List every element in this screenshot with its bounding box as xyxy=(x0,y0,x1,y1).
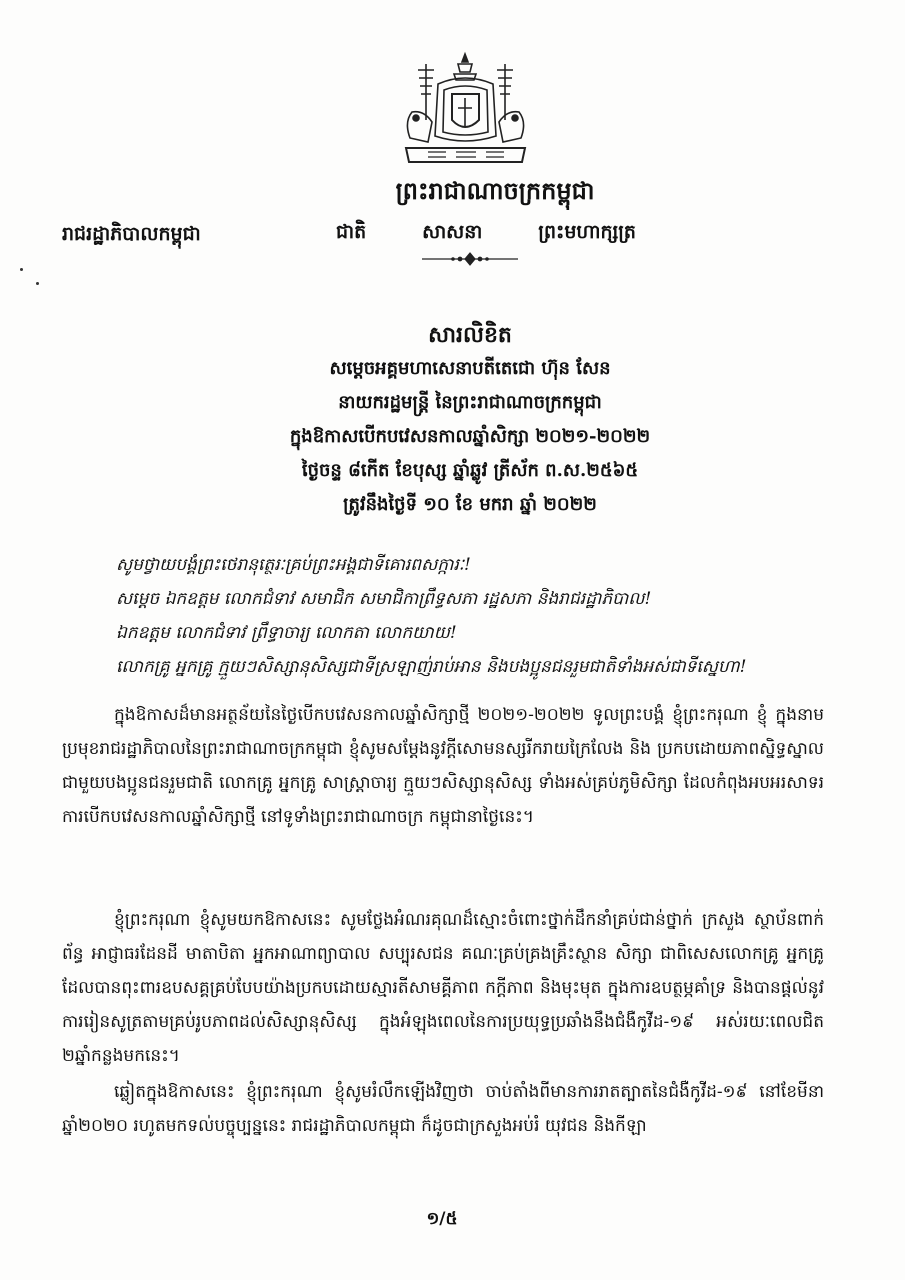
motto-king: ព្រះមហាក្សត្រ xyxy=(538,221,636,243)
motto-religion: សាសនា xyxy=(422,221,483,243)
salutation-line: សម្តេច ឯកឧត្តម លោកជំទាវ សមាជិក សមាជិកាព្រឹទ្ធសភា រដ្ឋសភា និងរាជរដ្ឋាភិបាល! xyxy=(116,589,652,609)
body-paragraph: ខ្ញុំព្រះករុណា ខ្ញុំសូមយកឱកាសនេះ សូមថ្លែងអំណរគុណដ៏ស្មោះចំពោះថ្នាក់ដឹកនាំគ្រប់ជាន់ថ្នាក់ ក្រសួង ស្ថាប័នពាក់ព័ន្ធ អាជ្ញាធរដែនដី មាតាបិតា អ្នកអាណាព្យាបាល សប្បុរសជន គណៈគ្រប់គ្រងគ្រឹះស្ថាន សិក្សា ជាពិសេសលោកគ្រូ អ្នកគ្រូ ដែលបានពុះពារឧបសគ្គគ្រប់បែបយ៉ាងប្រកបដោយស្មារតីសាមគ្គីភាព កក្តីភាព និងមុះមុត ក្នុងការឧបត្ថម្ភគាំទ្រ និងបានផ្តល់នូវការរៀនសូត្រតាមគ្រប់រូបភាពដល់សិស្សានុសិស្ស ក្នុងអំឡុងពេលនៃការប្រយុទ្ធប្រឆាំងនឹងជំងឺកូវីដ-១៩ អស់រយៈពេលជិត ២ឆ្នាំកន្លងមកនេះ។ xyxy=(62,910,824,1066)
national-motto xyxy=(336,220,636,248)
salutations xyxy=(116,548,856,684)
page-number: ១/៥ xyxy=(426,1209,458,1229)
heading-line-solar-date: ត្រូវនឹងថ្ងៃទី ១០ ខែ មករា ឆ្នាំ ២០២២ xyxy=(343,494,597,515)
heading-line-speaker: សម្តេចអគ្គមហាសេនាបតីតេជោ ហ៊ុន សែន xyxy=(329,358,611,379)
heading-line-occasion: ក្នុងឱកាសបើកបវេសនកាលឆ្នាំសិក្សា ២០២១-២០២២ xyxy=(289,426,651,447)
body-paragraph: ឆ្លៀតក្នុងឱកាសនេះ ខ្ញុំព្រះករុណា ខ្ញុំសូមរំលឹកឡើងវិញថា ចាប់តាំងពីមានការរាតត្បាតនៃជំងឺកូវីដ-១៩ នៅខែមីនា ឆ្នាំ២០២០ រហូតមកទល់បច្ចុប្បន្ននេះ រាជរដ្ឋាភិបាលកម្ពុជា ក៏ដូចជាក្រសួងអប់រំ យុវជន និងកីឡា xyxy=(62,1082,824,1136)
motto-nation: ជាតិ xyxy=(336,221,367,243)
salutation-line: លោកគ្រូ អ្នកគ្រូ ក្មួយៗសិស្សានុសិស្សជាទីស្រឡាញ់រាប់អាន និងបងប្អូនជនរួមជាតិទាំងអស់ជាទីស្នេហា! xyxy=(116,657,747,677)
scan-speck xyxy=(36,282,39,285)
document-heading xyxy=(120,318,820,522)
heading-line-lunar-date: ថ្ងៃចន្ទ ៨កើត ខែបុស្ស ឆ្នាំឆ្លូវ ត្រីស័ក ព.ស.២៥៦៥ xyxy=(301,460,639,481)
government-name: រាជរដ្ឋាភិបាលកម្ពុជា xyxy=(62,223,201,245)
scan-speck xyxy=(20,268,23,271)
document-title: សារលិខិត xyxy=(428,322,512,348)
salutation-line: សូមថ្វាយបង្គំព្រះថេរានុត្ថេរៈគ្រប់ព្រះអង្គជាទីគោរពសក្ការៈ! xyxy=(116,555,471,575)
divider-ornament-icon xyxy=(420,252,520,266)
royal-coat-of-arms-icon xyxy=(398,50,533,170)
kingdom-name: ព្រះរាជាណាចក្រកម្ពុជា xyxy=(395,176,595,205)
heading-line-position: នាយករដ្ឋមន្ត្រី នៃព្រះរាជាណាចក្រកម្ពុជា xyxy=(338,392,602,413)
body-paragraph: ក្នុងឱកាសដ៏មានអត្ថន័យនៃថ្ងៃបើកបវេសនកាលឆ្នាំសិក្សាថ្មី ២០២១-២០២២ ទូលព្រះបង្គំ ខ្ញុំព្រះករុណា ខ្ញុំ ក្នុងនាមប្រមុខរាជរដ្ឋាភិបាលនៃព្រះរាជាណាចក្រកម្ពុជា ខ្ញុំសូមសម្តែងនូវក្តីសោមនស្សរីករាយក្រៃលែង និង ប្រកបដោយភាពស្និទ្ធស្នាលជាមួយបងប្អូនជនរួមជាតិ លោកគ្រូ អ្នកគ្រូ សាស្ត្រាចារ្យ ក្មួយៗសិស្សានុសិស្ស ទាំងអស់គ្រប់ភូមិសិក្សា ដែលកំពុងអបអរសាទរការបើកបវេសនកាលឆ្នាំសិក្សាថ្មី នៅទូទាំងព្រះរាជាណាចក្រ កម្ពុជានាថ្ងៃនេះ។ xyxy=(62,705,824,827)
salutation-line: ឯកឧត្តម លោកជំទាវ ព្រឹទ្ធាចារ្យ លោកតា លោកយាយ! xyxy=(116,623,457,643)
